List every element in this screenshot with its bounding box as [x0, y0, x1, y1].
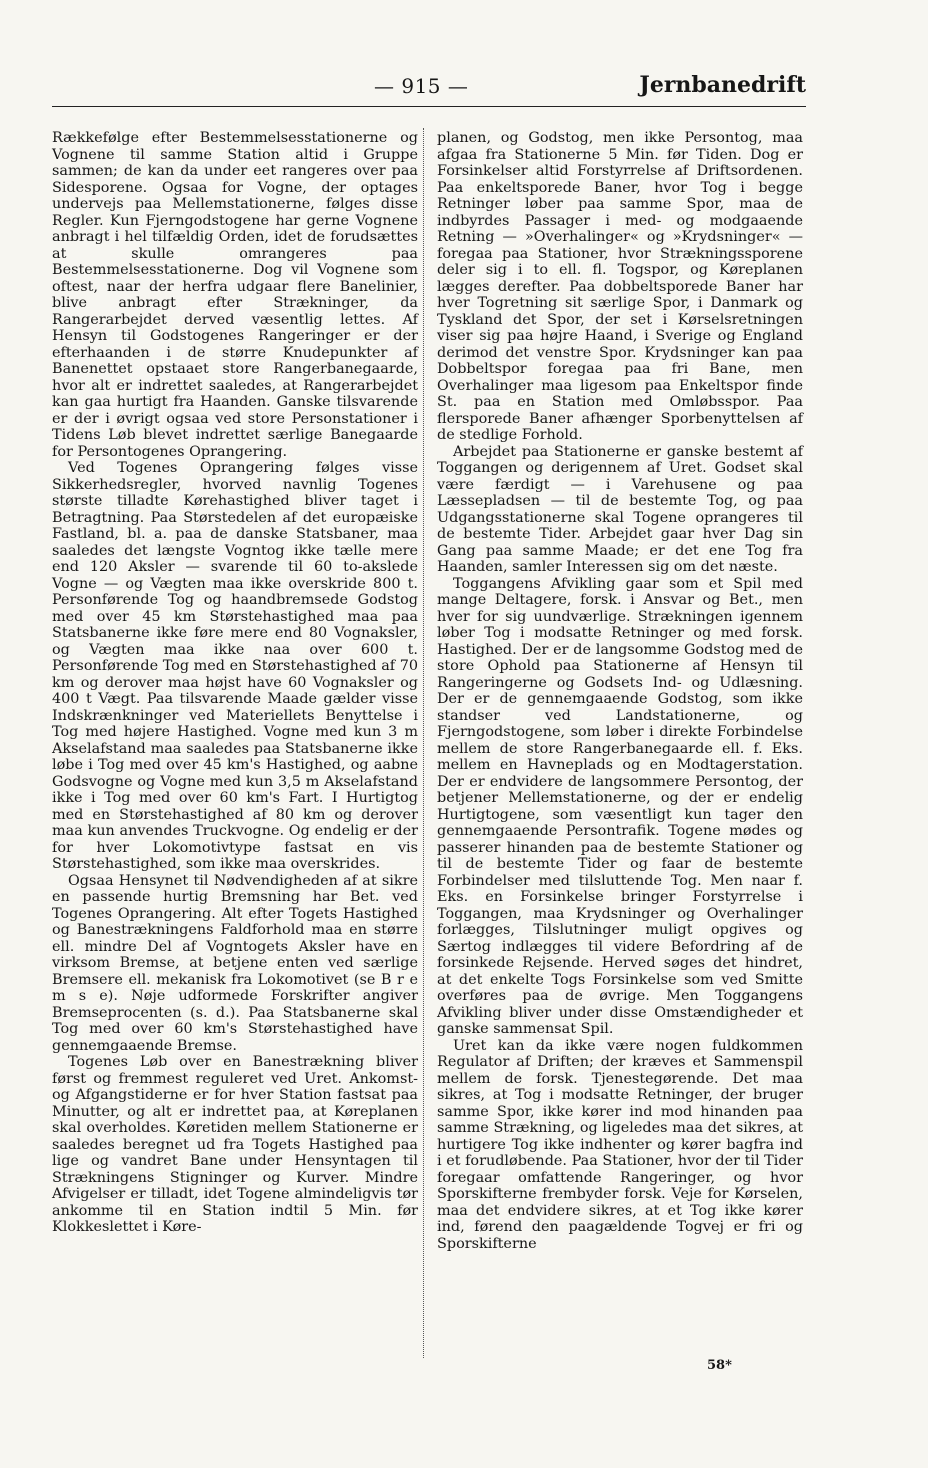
page-header — [52, 74, 806, 102]
paragraph: Ved Togenes Oprangering følges visse Sikkerhedsregler, hvorved navnlig Togenes største tilladte Kørehastighed bliver taget i Betragtning. Paa Størstedelen af det europæiske Fastland, bl. a. paa de danske Statsbaner, maa saaledes det længste Vogntog ikke tælle mere end 120 Aksler — svarende til 60 to-akslede Vogne — og Vægten maa ikke overskride 800 t. Personførende Tog og haandbremsede Godstog med over 45 km Størstehastighed maa paa Statsbanerne ikke føre mere end 80 Vognaksler, og Vægten maa ikke naa over 600 t. Personførende Tog med en Størstehastighed af 70 km og derover maa højst have 60 Vognaksler og 400 t Vægt. Paa tilsvarende Maade gælder visse Indskrænkninger ved Materiellets Benyttelse i Tog med højere Hastighed. Vogne med kun 3 m Akselafstand maa saaledes paa Statsbanerne ikke løbe i Tog med over 45 km's Hastighed, og aabne Godsvogne og Vogne med kun 3,5 m Akselafstand ikke i Tog med over 60 km's Fart. I Hurtigtog med en Størstehastighed af 80 km og derover maa kun anvendes Truckvogne. Og endelig er der for hver Lokomotivtype fastsat en vis Størstehastighed, som ikke maa overskrides. — [52, 460, 419, 872]
paragraph: Togenes Løb over en Banestrækning bliver først og fremmest reguleret ved Uret. Ankomst- og Afgangstiderne er for hver Station fastsat paa Minutter, og alt er indrettet paa, at Køreplanen skal overholdes. Køretiden mellem Stationerne er saaledes beregnet ud fra Togets Hastighed paa lige og vandret Bane under Hensyntagen til Strækningens Stigninger og Kurver. Mindre Afvigelser er tilladt, idet Togene almindeligvis tør ankomme til en Station indtil 5 Min. før Klokkeslettet i Køre- — [52, 1054, 418, 1235]
sheet-marker: 58* — [707, 1358, 732, 1373]
paragraph: Uret kan da ikke være nogen fuldkommen Regulator af Driften; der kræves et Sammenspil mellem de forsk. Tjenestegørende. Det maa sikres, at Tog i modsatte Retninger, der bruger samme Spor, ikke kører ind mod hinanden paa samme Strækning, og ligeledes maa det sikres, at hurtigere Tog ikke indhenter og kører bagfra ind i et forudløbende. Paa Stationer, hvor der til Tider foregaar omfattende Rangeringer, og hvor Sporskifterne frembyder forsk. Veje for Kørselen, maa det endvidere sikres, at et Tog ikke kører ind, førend den paagældende Togvej er fri og Sporskifterne — [437, 1037, 803, 1252]
paragraph: Toggangens Afvikling gaar som et Spil med mange Deltagere, forsk. i Ansvar og Bet., men hver for sig uundværlige. Strækningen igennem løber Tog i modsatte Retninger og med forsk. Hastighed. Der er de langsomme Godstog med de store Ophold paa Stationerne af Hensyn til Rangeringerne og Godsets Ind- og Udlæsning. Der er de gennemgaaende Godstog, som ikke standser ved Landstationerne, og Fjerngodstogene, som løber i direkte Forbindelse mellem de store Rangerbanegaarde ell. f. Eks. mellem en Havneplads og en Modtagerstation. Der er endvidere de langsommere Persontog, der betjener Mellemstationerne, og der er endelig Hurtigtogene, som væsentligt kun tager den gennemgaaende Persontrafik. Togene mødes og passerer hinanden paa de bestemte Stationer og til de bestemte Tider og faar de bestemte Forbindelser med tilsluttende Tog. Men naar f. Eks. en Forsinkelse bringer Forstyrrelse i Toggangen, maa Krydsninger og Overhalinger forlægges, Tilslutninger muligt opgives og Særtog indlægges til videre Befordring af de forsinkede Rejsende. Herved søges det hindret, at det enkelte Togs Forsinkelse som ved Smitte overføres paa de øvrige. Men Toggangens Afvikling bliver under disse Omstændigheder et ganske sammensat Spil. — [437, 575, 803, 1037]
paragraph: Arbejdet paa Stationerne er ganske bestemt af Toggangen og derigennem af Uret. Godset skal være færdigt — i Varehusene og paa Læssepladsen — til de bestemte Tog, og paa Udgangsstationerne skal Togene oprangeres til de bestemte Tider. Arbejdet gaar hver Dag sin Gang paa samme Maade; er det ene Tog fra Haanden, samler Interessen sig om det næste. — [437, 443, 803, 575]
paragraph: Rækkefølge efter Bestemmelsesstationerne og Vognene til samme Station altid i Gruppe sammen; de kan da under eet rangeres over paa Sidesporene. Ogsaa for Vogne, der optages undervejs paa Mellemstationerne, følges disse Regler. Kun Fjerngodstogene har gerne Vognene anbragt i hel tilfældig Orden, idet de forudsættes at skulle omrangeres paa Bestemmelsesstationerne. Dog vil Vognene som oftest, naar der herfra udgaar flere Banelinier, blive anbragt efter Strækninger, da Rangerarbejdet derved væsentlig lettes. Af Hensyn til Godstogenes Rangeringer er der efterhaanden i de større Knudepunkter af Banenettet opstaaet store Rangerbanegaarde, hvor alt er indrettet saaledes, at Rangerarbejdet kan gaa hurtigt fra Haanden. Ganske tilsvarende er der i øvrigt ogsaa ved store Personstationer i Tidens Løb blevet indrettet særlige Banegaarde for Persontogenes Oprangering. — [52, 130, 418, 460]
header-rule — [52, 106, 806, 107]
page-number: — 915 — — [374, 74, 469, 98]
paragraph: Ogsaa Hensynet til Nødvendigheden af at sikre en passende hurtig Bremsning har Bet. ved Togenes Oprangering. Alt efter Togets Hastighed og Banestrækningens Faldforhold maa en større ell. mindre Del af Vogntogets Aksler have en virksom Bremse, at betjene enten ved særlige Bremsere ell. mekanisk fra Lokomotivet (se B r e m s e). Nøje udformede Forskrifter angiver Bremseprocenten (s. d.). Paa Statsbanerne skal Tog med over 60 km's Størstehastighed have gennemgaaende Bremse. — [52, 872, 418, 1054]
paragraph: planen, og Godstog, men ikke Persontog, maa afgaa fra Stationerne 5 Min. før Tiden. Dog er Forsinkelser altid Forstyrrelse af Driftsordenen. Paa enkeltsporede Baner, hvor Tog i begge Retninger løber paa samme Spor, maa de indbyrdes Passager i med- og modgaaende Retning — »Overhalinger« og »Krydsninger« — foregaa paa Stationer, hvor Strækningssporene deler sig i to ell. fl. Togspor, og Køreplanen lægges derefter. Paa dobbeltsporede Baner har hver Togretning sit særlige Spor, i Danmark og Tyskland det Spor, der set i Kørselsretningen viser sig paa højre Haand, i Sverige og England derimod det venstre Spor. Krydsninger kan paa Dobbeltspor foregaa paa fri Bane, men Overhalinger maa ligesom paa Enkeltspor finde St. paa en Station med Omløbsspor. Paa flersporede Baner afhænger Sporbenyttelsen af de stedlige Forhold. — [437, 130, 803, 443]
left-column — [52, 130, 418, 1236]
right-column — [437, 130, 803, 1252]
column-divider — [423, 128, 424, 1358]
running-title: Jernbanedrift — [639, 72, 806, 98]
